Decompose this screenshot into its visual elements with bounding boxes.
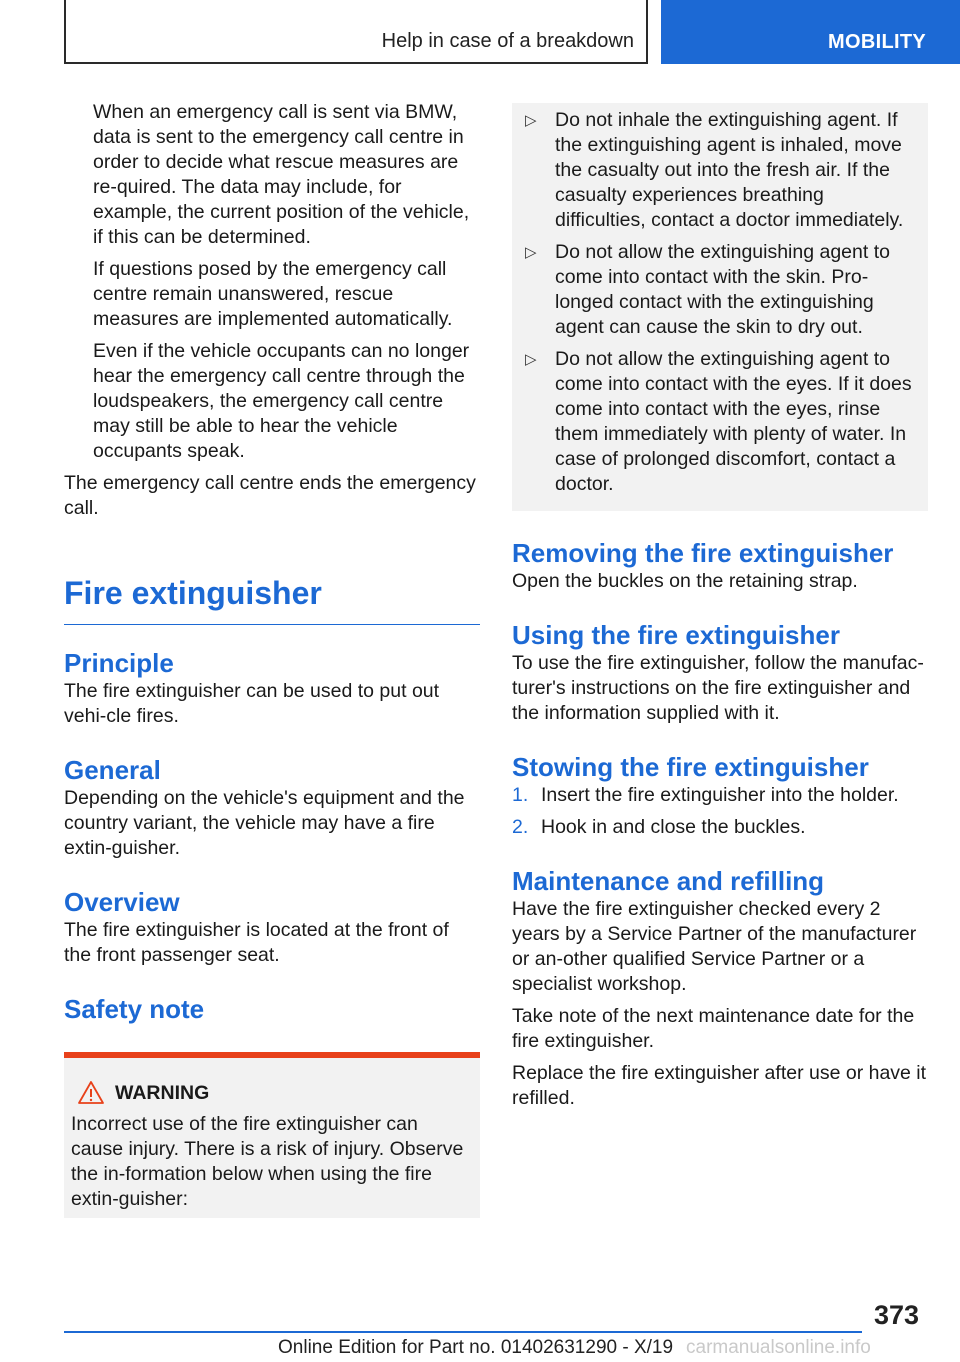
emergency-paragraph: If questions posed by the emergency call centre remain unanswered, rescue measures are implemented automatically. xyxy=(93,258,453,330)
principle-text: The fire extinguisher can be used to put out vehi-cle fires. xyxy=(64,680,440,727)
safety-bullet-box xyxy=(512,103,928,511)
using-text: To use the fire extinguisher, follow the manufac-turer's instructions on the fire extinguisher and the information supplied with it. xyxy=(512,652,924,724)
bullet-text: Do not inhale the extinguishing agent. If the extinguishing agent is inhaled, move the casualty out into the fresh air. If the casualty experiences breathing difficulties, contact a doctor immediately. xyxy=(555,109,904,231)
warning-text: Incorrect use of the fire extinguisher can cause injury. There is a risk of injury. Observe the in-formation below when using the fire extin-guisher: xyxy=(71,1113,464,1210)
page-number: 373 xyxy=(874,1300,920,1330)
triangle-bullet-icon: ▷ xyxy=(525,112,537,129)
emergency-paragraph: When an emergency call is sent via BMW, data is sent to the emergency call centre in order to decide what rescue measures are re-quired. The data may include, for example, the current position of the vehicle, if this can be determined. xyxy=(93,101,470,248)
removing-text: Open the buckles on the retaining strap. xyxy=(512,570,858,592)
step-item xyxy=(512,783,928,808)
safety-note-heading: Safety note xyxy=(64,994,205,1024)
left-column xyxy=(64,100,480,1218)
step-item xyxy=(512,815,928,840)
warning-box xyxy=(64,1058,480,1218)
warning-label: WARNING xyxy=(115,1081,210,1104)
right-column xyxy=(512,103,928,1111)
chapter-tab xyxy=(661,0,960,64)
list-item xyxy=(525,240,916,340)
maintenance-text: Replace the fire extinguisher after use or have it refilled. xyxy=(512,1062,927,1109)
header-section-box xyxy=(64,0,648,64)
step-text: Insert the fire extinguisher into the holder. xyxy=(541,784,899,806)
section-title: Help in case of a breakdown xyxy=(381,30,634,52)
footer-divider xyxy=(64,1331,862,1333)
general-text: Depending on the vehicle's equipment and the country variant, the vehicle may have a fire extin-guisher. xyxy=(64,787,465,859)
general-heading: General xyxy=(64,755,161,785)
maintenance-text: Take note of the next maintenance date for the fire extinguisher. xyxy=(512,1005,915,1052)
emergency-end-paragraph: The emergency call centre ends the emergency call. xyxy=(64,472,476,519)
overview-text: The fire extinguisher is located at the front of the front passenger seat. xyxy=(64,919,449,966)
step-number: 1. xyxy=(512,784,529,806)
maintenance-text: Have the fire extinguisher checked every 2 years by a Service Partner of the manufacturer or an-other qualified Service Partner or a specialist workshop. xyxy=(512,898,917,995)
main-heading: Fire extinguisher xyxy=(64,573,480,625)
stowing-steps xyxy=(512,783,928,840)
warning-triangle-icon xyxy=(77,1080,111,1106)
warning-title xyxy=(71,1080,472,1106)
chapter-tab-label: MOBILITY xyxy=(828,31,926,53)
emergency-paragraph: Even if the vehicle occupants can no longer hear the emergency call centre through the loudspeakers, the emergency call centre may still be able to hear the vehicle occupants speak. xyxy=(93,340,470,462)
bullet-text: Do not allow the extinguishing agent to come into contact with the eyes. If it does come into contact with the eyes, rinse them immediately with plenty of water. In case of prolonged discomfort, contact a doctor. xyxy=(555,348,912,495)
list-item xyxy=(525,108,916,233)
removing-heading: Removing the fire extinguisher xyxy=(512,538,894,568)
using-heading: Using the fire extinguisher xyxy=(512,620,840,650)
step-number: 2. xyxy=(512,816,529,838)
watermark: carmanualsonline.info xyxy=(686,1337,871,1358)
stowing-heading: Stowing the fire extinguisher xyxy=(512,752,869,782)
triangle-bullet-icon: ▷ xyxy=(525,351,537,368)
overview-heading: Overview xyxy=(64,887,180,917)
step-text: Hook in and close the buckles. xyxy=(541,816,806,838)
edition-footer: Online Edition for Part no. 01402631290 - X/19 xyxy=(278,1337,674,1358)
principle-heading: Principle xyxy=(64,648,174,678)
list-item xyxy=(525,347,916,497)
triangle-bullet-icon: ▷ xyxy=(525,244,537,261)
maintenance-heading: Maintenance and refilling xyxy=(512,866,825,896)
bullet-text: Do not allow the extinguishing agent to come into contact with the skin. Pro-longed contact with the extinguishing agent can cause the skin to dry out. xyxy=(555,241,890,338)
